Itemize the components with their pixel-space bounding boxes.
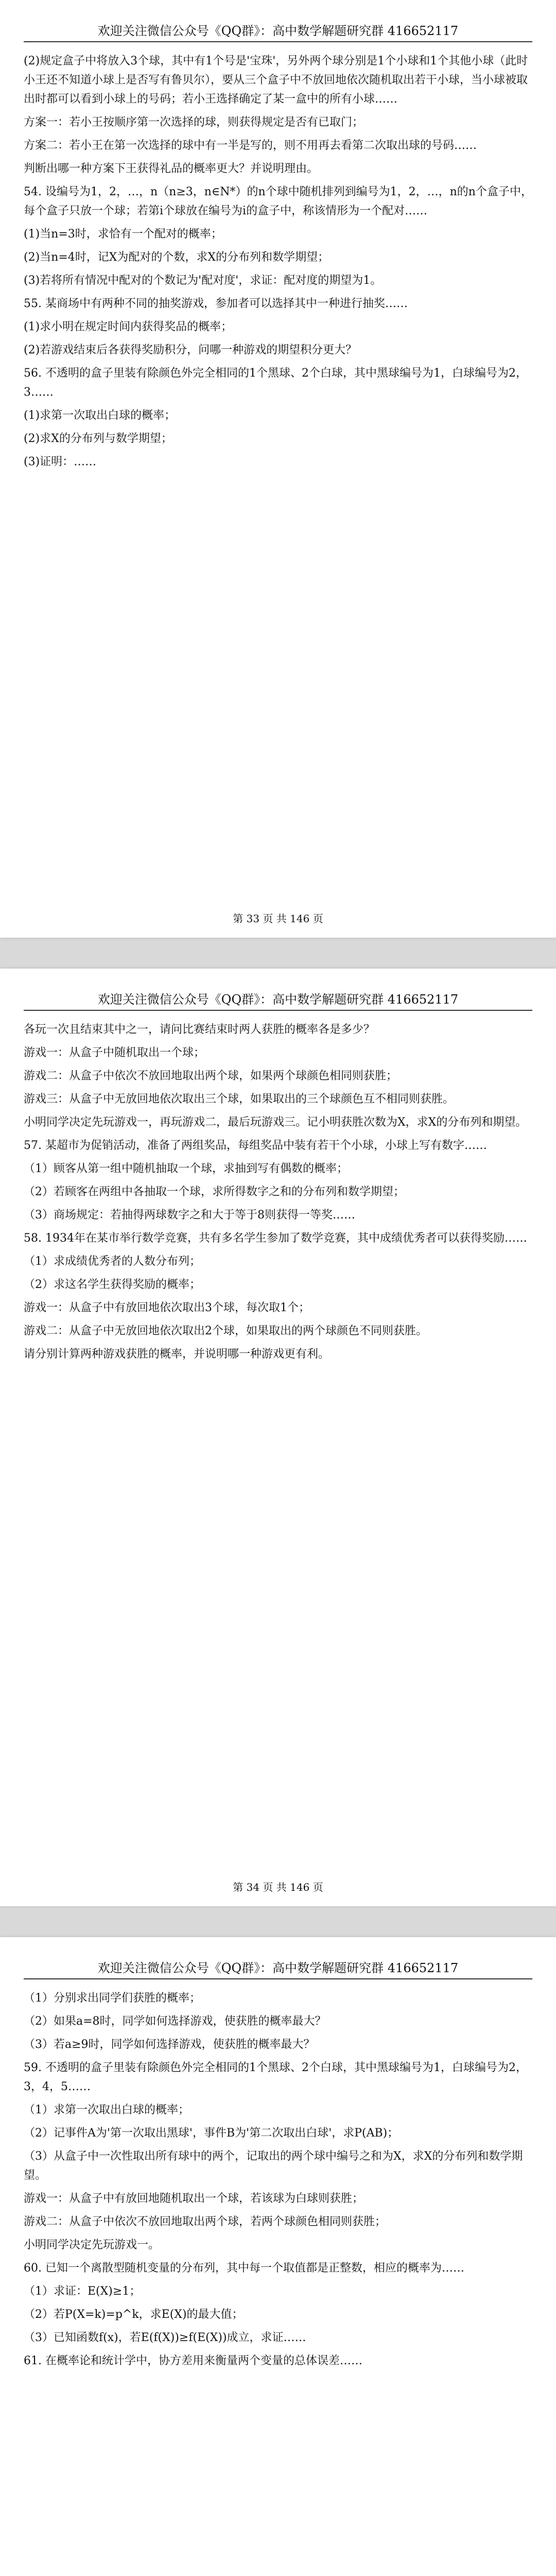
- text-line: 60. 已知一个离散型随机变量的分布列，其中每一个取值都是正整数，相应的概率为……: [24, 2262, 464, 2275]
- text-line: （3）已知函数f(x)，若E(f(X))≥f(E(X))成立，求证……: [24, 2331, 306, 2344]
- text-line: (1)当n=3时，求恰有一个配对的概率；: [24, 228, 222, 241]
- text-line: 59. 不透明的盒子里装有除颜色外完全相同的1个黑球、2个白球，其中黑球编号为1，白球编号为2，3，4，5……: [24, 2061, 527, 2093]
- page-header: 欢迎关注微信公众号《QQ群》：高中数学解题研究群 416652117: [24, 1958, 532, 1979]
- text-line: （2）求这名学生获得奖励的概率；: [24, 1278, 201, 1291]
- text-line: （2）若P(X=k)=p^k，求E(X)的最大值；: [24, 2308, 244, 2321]
- text-line: 游戏二：从盒子中依次不放回地取出两个球，如果两个球颜色相同则获胜；: [24, 1070, 398, 1082]
- page-footer: 第 34 页 共 146 页: [233, 1881, 323, 1893]
- text-line: （2）如果a=8时，同学如何选择游戏，使获胜的概率最大？: [24, 2015, 326, 2028]
- text-line: (3)若将所有情况中配对的个数记为'配对度'，求证：配对度的期望为1。: [24, 274, 382, 287]
- text-line: 游戏一：从盒子中有放回地随机取出一个球，若该球为白球则获胜；: [24, 2192, 364, 2205]
- page-2: [0, 969, 556, 1906]
- text-line: 各玩一次且结束其中之一，请问比赛结束时两人获胜的概率各是多少？: [24, 1023, 375, 1036]
- text-line: （3）若a≥9时，同学如何选择游戏，使获胜的概率最大？: [24, 2038, 315, 2051]
- page-content: [24, 1020, 532, 1368]
- text-line: （2）若顾客在两组中各抽取一个球，求所得数字之和的分布列和数学期望；: [24, 1185, 405, 1198]
- text-line: （1）求成绩优秀者的人数分布列；: [24, 1255, 201, 1268]
- text-line: 游戏二：从盒子中无放回地依次取出2个球，如果取出的两个球颜色不同则获胜。: [24, 1325, 427, 1337]
- text-line: 小明同学决定先玩游戏一，再玩游戏二，最后玩游戏三。记小明获胜次数为X，求X的分布列和期望。: [24, 1116, 527, 1129]
- text-line: 61. 在概率论和统计学中，协方差用来衡量两个变量的总体误差……: [24, 2354, 362, 2367]
- page-footer: 第 33 页 共 146 页: [233, 912, 323, 925]
- text-line: 方案一：若小王按顺序第一次选择的球，则获得规定是否有已取门；: [24, 116, 364, 129]
- page-content: [24, 1989, 532, 2375]
- page-1: [0, 0, 556, 938]
- text-line: 57. 某超市为促销活动，准备了两组奖品，每组奖品中装有若干个小球，小球上写有数字……: [24, 1139, 487, 1152]
- text-line: (3)证明：……: [24, 455, 97, 468]
- text-line: (2)规定盒子中将放入3个球，其中有1个号是'宝珠'，另外两个球分别是1个小球和1个其他小球（此时小王还不知道小球上是否写有鲁贝尔），要从三个盒子中不放回地依次随机取出若干小球，当小球被取出时都可以看到小球上的号码；若小王选择确定了某一盒中的所有小球……: [24, 55, 528, 106]
- text-line: 游戏一：从盒子中随机取出一个球；: [24, 1046, 205, 1059]
- page-header: 欢迎关注微信公众号《QQ群》：高中数学解题研究群 416652117: [24, 989, 532, 1011]
- text-line: 55. 某商场中有两种不同的抽奖游戏，参加者可以选择其中一种进行抽奖……: [24, 297, 408, 310]
- text-line: （1）求第一次取出白球的概率；: [24, 2104, 189, 2116]
- text-line: （1）顾客从第一组中随机抽取一个球，求抽到写有偶数的概率；: [24, 1162, 348, 1175]
- text-line: （3）从盒子中一次性取出所有球中的两个，记取出的两个球中编号之和为X，求X的分布列和数学期望。: [24, 2150, 523, 2182]
- text-line: 方案二：若小王在第一次选择的球中有一半是写的，则不用再去看第二次取出球的号码……: [24, 139, 477, 152]
- text-line: （2）记事件A为'第一次取出黑球'，事件B为'第二次取出白球'，求P(AB)；: [24, 2127, 399, 2140]
- page-3: [0, 1937, 556, 2576]
- text-line: （1）求证：E(X)≥1；: [24, 2285, 141, 2298]
- text-line: (2)求X的分布列与数学期望；: [24, 432, 172, 445]
- text-line: 58. 1934年在某市举行数学竞赛，共有多名学生参加了数学竞赛，其中成绩优秀者可以获得奖励……: [24, 1232, 527, 1245]
- text-line: (1)求小明在规定时间内获得奖品的概率；: [24, 320, 233, 333]
- text-line: 请分别计算两种游戏获胜的概率，并说明哪一种游戏更有利。: [24, 1348, 330, 1361]
- text-line: 游戏二：从盒子中依次不放回地取出两个球，若两个球颜色相同则获胜；: [24, 2215, 387, 2228]
- text-line: (1)求第一次取出白球的概率；: [24, 409, 176, 422]
- text-line: 游戏三：从盒子中无放回地依次取出三个球，如果取出的三个球颜色互不相同则获胜。: [24, 1093, 455, 1106]
- text-line: 54. 设编号为1，2，…，n（n≥3，n∈N*）的n个球中随机排列到编号为1，2，…，n的n个盒子中，每个盒子只放一个球；若第i个球放在编号为i的盒子中，称该情形为一个配对……: [24, 185, 532, 217]
- text-line: (2)当n=4时，记X为配对的个数，求X的分布列和数学期望；: [24, 251, 329, 264]
- text-line: 56. 不透明的盒子里装有除颜色外完全相同的1个黑球、2个白球，其中黑球编号为1，白球编号为2，3……: [24, 367, 527, 399]
- text-line: 游戏一：从盒子中有放回地依次取出3个球，每次取1个；: [24, 1301, 310, 1314]
- text-line: 小明同学决定先玩游戏一。: [24, 2239, 160, 2251]
- text-line: （1）分别求出同学们获胜的概率；: [24, 1992, 201, 2005]
- text-line: (2)若游戏结束后各获得奖励积分，问哪一种游戏的期望积分更大？: [24, 344, 357, 357]
- text-line: （3）商场规定：若抽得两球数字之和大于等于8则获得一等奖……: [24, 1209, 355, 1222]
- text-line: 判断出哪一种方案下王获得礼品的概率更大？并说明理由。: [24, 162, 319, 175]
- page-header: 欢迎关注微信公众号《QQ群》：高中数学解题研究群 416652117: [24, 21, 532, 42]
- page-content: [24, 52, 532, 476]
